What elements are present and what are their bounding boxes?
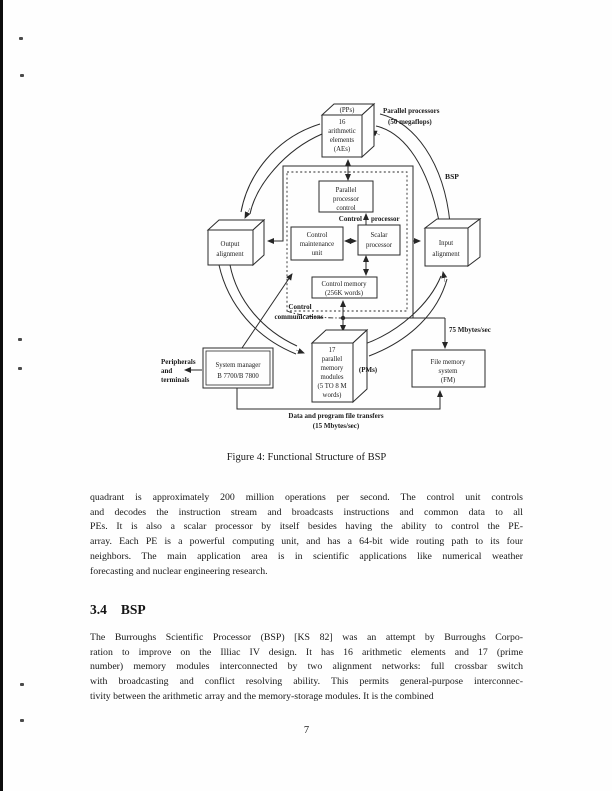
label-control-processor-right: processor — [371, 215, 400, 223]
label-pm-line: words) — [322, 392, 342, 399]
label-pm-line: modules — [320, 374, 344, 381]
label-sysmgr-line: System manager — [215, 362, 261, 369]
ribbon-input-alignment-to-aes-bsp — [371, 114, 450, 223]
label-input-alignment: alignment — [432, 251, 460, 258]
label-input-alignment: Input — [438, 240, 454, 247]
label-data-transfers: Data and program file transfers — [288, 412, 384, 420]
body-line: with broadcasting and conflict resolving ability. This permits general-purpose interconnec- — [90, 676, 523, 688]
label-pms: (PMs) — [358, 366, 378, 374]
label-sysmgr-line: B 7700/B 7800 — [217, 373, 259, 380]
label-peripherals: and — [161, 367, 173, 375]
body-line: The Burroughs Scientific Processor (BSP) [KS 82] was an attempt by Burroughs Corpo- — [90, 632, 523, 643]
label-ae-line: arithmetic — [328, 128, 356, 135]
label-control-communications: Control — [288, 303, 312, 311]
section-heading-bsp — [90, 602, 146, 618]
label-pm-line: 17 — [328, 347, 336, 354]
label-output-alignment: alignment — [216, 251, 244, 258]
label-fm-line: (FM) — [440, 377, 456, 384]
figure-caption: Figure 4: Functional Structure of BSP — [226, 452, 387, 463]
label-pps: (PPs) — [339, 107, 355, 114]
label-bsp: BSP — [445, 172, 459, 181]
body-line: quadrant is approximately 200 million operations per second. The control unit controls — [90, 492, 523, 503]
body-line: PEs. It is also a scalar processor by itself besides having the ability to control the PE- — [90, 521, 523, 533]
body-line: and decodes the instruction stream and broadcasts instructions and common data to all — [90, 506, 523, 518]
label-ppc-line: control — [336, 205, 356, 212]
label-output-alignment: Output — [220, 241, 240, 248]
label-ppc-line: processor — [332, 196, 360, 203]
label-50-megaflops: (50 megaflops) — [388, 118, 432, 126]
label-peripherals: terminals — [161, 376, 190, 384]
label-scalar-line: Scalar — [370, 232, 388, 239]
page-number: 7 — [303, 725, 310, 736]
ribbon-aes-to-output-alignment — [241, 124, 322, 218]
label-ae-line: (AEs) — [333, 146, 351, 153]
body-line: neighbors. The main application area is in scientific applications like numerical weather — [90, 550, 523, 562]
label-fm-line: File memory — [430, 359, 466, 366]
label-fm-line: system — [438, 368, 458, 375]
margin-mark — [20, 719, 24, 722]
body-line: forecasting and nuclear engineering research. — [90, 565, 268, 577]
label-control-memory-line: (256K words) — [325, 290, 363, 297]
label-control-processor-left: Control — [338, 215, 362, 223]
label-15-mbytes: (15 Mbytes/sec) — [312, 422, 360, 430]
label-cmu-line: maintenance — [299, 241, 335, 248]
section-number: 3.4 — [90, 602, 107, 617]
label-scalar-line: processor — [365, 242, 393, 249]
paragraph-quadrant — [90, 491, 523, 579]
label-cmu-line: Control — [306, 232, 328, 239]
body-line: ration to improve on the Illiac IV design. It has 16 arithmetic elements and 17 (prime — [90, 646, 523, 658]
label-pm-line: parallel — [321, 356, 343, 363]
paragraph-burroughs — [90, 631, 523, 705]
label-75-mbytes: 75 Mbytes/sec — [449, 326, 491, 334]
label-ppc-line: Parallel — [335, 187, 357, 194]
label-cmu-line: unit — [311, 250, 323, 257]
label-parallel-processors: Parallel processors — [383, 107, 440, 115]
label-peripherals: Peripherals — [161, 358, 196, 366]
label-ae-line: 16 — [338, 119, 346, 126]
junction-dot — [341, 316, 344, 319]
section-title: BSP — [120, 602, 146, 617]
label-pm-line: (5 TO 8 M — [317, 383, 347, 390]
body-line: number) memory modules interconnected by two alignment networks: full crossbar switch — [90, 661, 523, 673]
body-line: array. Each PE is a powerful computing unit, and has a 64-bit wide routing path to its four — [90, 536, 523, 548]
label-control-communications: communications — [274, 313, 324, 321]
label-ae-line: elements — [329, 137, 355, 144]
arrow-sysmgr-to-control-unit — [242, 274, 292, 348]
label-control-memory-line: Control memory — [321, 281, 367, 288]
label-pm-line: memory — [320, 365, 344, 372]
box-scalar-processor — [358, 225, 400, 255]
margin-mark — [20, 683, 24, 686]
body-line: tivity between the arithmetic array and the memory-storage modules. It is the combined — [90, 690, 434, 702]
